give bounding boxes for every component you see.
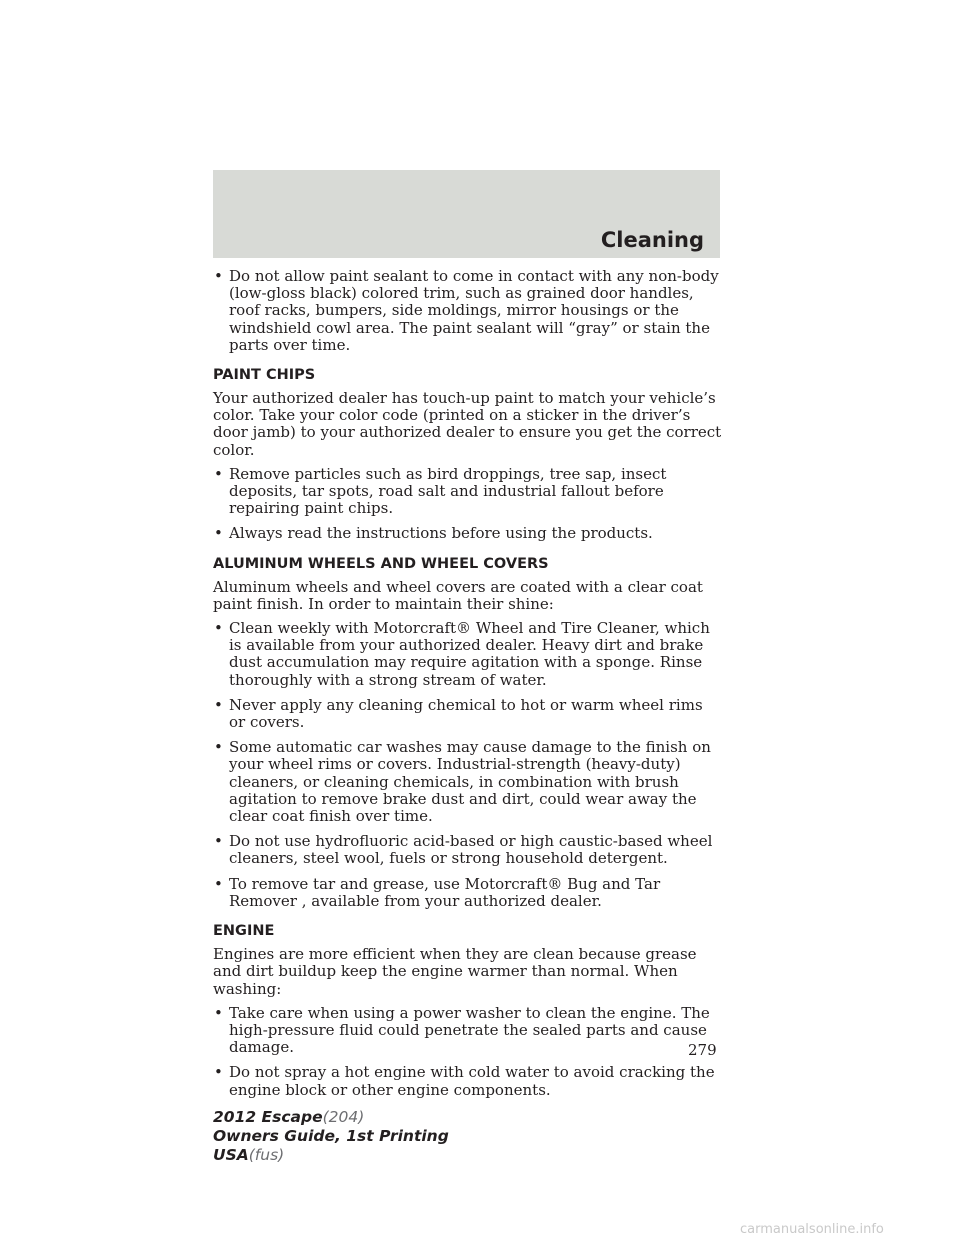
list-item xyxy=(213,1005,723,1057)
list-item xyxy=(213,466,723,518)
list-item xyxy=(213,525,723,542)
list-item-text: Remove particles such as bird droppings, tree sap, insect deposits, tar spots, road salt and industrial fallout before repairing paint chips. xyxy=(229,464,667,518)
bullet-glyph: • xyxy=(214,695,223,714)
section-heading-paint-chips: PAINT CHIPS xyxy=(213,367,316,384)
section-title: Cleaning xyxy=(600,228,704,252)
list-item-text: Some automatic car washes may cause damage to the finish on your wheel rims or covers. Industrial-strength (heavy-duty) cleaners, or cleaning chemicals, in combination with brush agitation to remove brake dust and dirt, could wear away the clear coat finish over time. xyxy=(229,738,711,826)
bullet-glyph: • xyxy=(214,1063,223,1082)
bullet-list xyxy=(213,620,723,910)
list-item-text: Always read the instructions before using the products. xyxy=(229,524,653,543)
list-item-text: To remove tar and grease, use Motorcraft® Bug and Tar Remover , available from your authorized dealer. xyxy=(229,874,661,910)
intro-bullet-list xyxy=(213,268,723,354)
section-paragraph: Aluminum wheels and wheel covers are coated with a clear coat paint finish. In order to maintain their shine: xyxy=(213,577,703,613)
list-item xyxy=(213,739,723,825)
list-item xyxy=(213,697,723,731)
bullet-glyph: • xyxy=(214,267,223,285)
list-item-text: Do not spray a hot engine with cold water to avoid cracking the engine block or other engine components. xyxy=(229,1063,715,1099)
footer-model: 2012 Escape xyxy=(213,1108,323,1126)
bullet-glyph: • xyxy=(214,619,223,638)
list-item-text: Clean weekly with Motorcraft® Wheel and Tire Cleaner, which is available from your authorized dealer. Heavy dirt and brake dust accumulation may require agitation with a sponge. Rinse thoroughly with a strong stream of water. xyxy=(229,619,710,689)
list-item xyxy=(213,876,723,910)
bullet-list xyxy=(213,1005,723,1099)
bullet-glyph: • xyxy=(214,524,223,543)
list-item-text: Do not use hydrofluoric acid-based or high caustic-based wheel cleaners, steel wool, fuels or strong household detergent. xyxy=(229,832,713,868)
bullet-glyph: • xyxy=(214,464,223,483)
page-content xyxy=(213,268,723,1107)
section-heading-aluminum-wheels: ALUMINUM WHEELS AND WHEEL COVERS xyxy=(213,555,549,572)
footer-line-edition xyxy=(213,1127,449,1146)
list-item-text: Never apply any cleaning chemical to hot or warm wheel rims or covers. xyxy=(229,695,703,732)
bullet-glyph: • xyxy=(214,1003,223,1022)
footer-model-code: (204) xyxy=(322,1108,365,1126)
footer-market-code: (fus) xyxy=(248,1146,285,1164)
watermark: carmanualsonline.info xyxy=(740,1222,884,1237)
page-number: 279 xyxy=(688,1041,717,1059)
section-paragraph: Your authorized dealer has touch-up paint to match your vehicle’s color. Take your color code (printed on a sticker in the driver’s door jamb) to your authorized dealer to ensure you get the correct color. xyxy=(213,389,722,459)
list-item-text: Take care when using a power washer to clean the engine. The high-pressure fluid could penetrate the sealed parts and cause damage. xyxy=(229,1003,710,1057)
section-heading-engine: ENGINE xyxy=(213,923,275,940)
section-header-band xyxy=(213,170,720,258)
footer-market: USA xyxy=(213,1146,249,1164)
footer-printing-info xyxy=(213,1108,449,1165)
section-paragraph: Engines are more efficient when they are clean because grease and dirt buildup keep the engine warmer than normal. When washing: xyxy=(213,945,697,998)
list-item xyxy=(213,833,723,867)
footer-line-model xyxy=(213,1108,449,1127)
list-item xyxy=(213,620,723,689)
bullet-list xyxy=(213,466,723,543)
bullet-glyph: • xyxy=(214,832,223,851)
list-item-text: Do not allow paint sealant to come in contact with any non-body (low-gloss black) colored trim, such as grained door handles, roof racks, bumpers, side moldings, mirror housings or the windshield cowl area. The paint sealant will “gray” or stain the parts over time. xyxy=(229,267,719,354)
footer-line-market xyxy=(213,1146,449,1165)
list-item xyxy=(213,268,723,354)
list-item xyxy=(213,1064,723,1098)
bullet-glyph: • xyxy=(214,874,223,893)
bullet-glyph: • xyxy=(214,738,223,757)
footer-edition: Owners Guide, 1st Printing xyxy=(213,1127,449,1145)
